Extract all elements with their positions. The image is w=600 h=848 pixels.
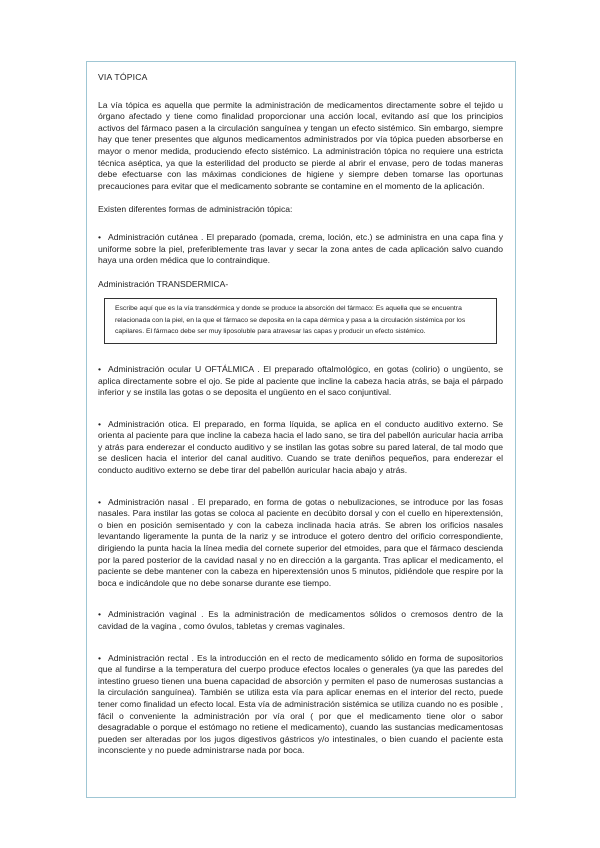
bullet-dot: • [98,363,102,374]
bullet-dot: • [98,609,102,620]
transdermica-definition-box [104,298,497,344]
forms-intro: Existen diferentes formas de administración tópica: [98,204,293,215]
otica-text: El preparado, en forma líquida, se aplica en el conducto auditivo externo. Se orienta al paciente para que incline la cabeza hacia el lado sano, se tira del pabellón auricular hacia arriba y atrás para enderezar el conducto auditivo y se instilan las gotas sobre su pared lateral, de tal modo que se deslicen hacia el interior del canal auditivo. Cuando se trate deniños pequeños, para enderezar el conducto auditivo externo se debe tirar del pabellón auricular hacia abajo y atrás. [98,418,503,476]
bullet-dot: • [98,231,102,242]
cutanea-text: El preparado (pomada, crema, loción, etc.) se administra en una capa fina y uniforme sobre la piel, preferiblemente tras lavar y secar la zona antes de cada aplicación salvo cuando haya una orden médica que lo contraindique. [98,231,503,266]
rectal-label: Administración rectal . [108,652,194,663]
vaginal-label: Administración vaginal . [108,609,204,620]
cutanea-label: Administración cutánea . [108,231,204,242]
otica-label: Administración otica. [108,418,189,429]
bullet-dot: • [98,496,102,507]
transdermica-heading: Administración TRANSDERMICA- [98,278,229,289]
vaginal-text: Es la administración de medicamentos sólidos o cremosos dentro de la cavidad de la vagina , como óvulos, tabletas y cremas vaginales. [98,609,503,632]
bullet-dot: • [98,418,102,429]
ocular-label: Administración ocular U OFTÁLMICA . [108,363,260,374]
nasal-label: Administración nasal . [108,496,195,507]
document-body [98,72,503,757]
section-ocular [98,364,503,399]
section-cutanea [98,232,503,267]
nasal-text: El preparado, en forma de gotas o nebulizaciones, se introduce por las fosas nasales. Para instilar las gotas se coloca al paciente en decúbito dorsal y con el cuello en hiperextensión, o bien en posición semisentado y con la cabeza inclinada hacia atrás. Se abren los orificios nasales levantando ligeramente la punta de la nariz y se introduce el gotero dentro del orificio correspondiente, dirigiendo la punta hacia la línea media del cornete superior del etmoides, para que el fármaco descienda por la pared posterior de la cavidad nasal y no en dirección a la garganta. Tras aplicar el medicamento, el paciente se debe mantener con la cabeza en hiperextensión unos 5 minutos, pidiéndole que respire por la boca e indicándole que no debe sonarse durante ese tiempo. [98,496,503,588]
rectal-text: Es la introducción en el recto de medicamento sólido en forma de supositorios que al fundirse a la temperatura del cuerpo produce efectos locales o generales (ya que las paredes del intestino grueso tienen una buena capacidad de absorción y permiten el paso de numerosas sustancias a la circulación sanguínea). También se utiliza esta vía para aplicar enemas en el interior del recto, puede tener como finalidad un efecto local. Esta vía de administración sistémica se utiliza cuando no es posible , fácil o conveniente la administración por vía oral ( por que el medicamento tiene olor o sabor desagradable o porque el estómago no retiene el medicamento), cuando las sustancias medicamentosas pueden ser alteradas por los jugos digestivos gástricos y/o intestinales, o bien cuando el paciente esta inconsciente y no puede administrarse nada por boca. [98,652,503,756]
section-nasal [98,497,503,590]
intro-paragraph: La vía tópica es aquella que permite la administración de medicamentos directamente sobre el tejido u órgano afectado y tiene como finalidad proporcionar una acción local, evitando así que los principios activos del fármaco pasen a la circulación sanguínea y tengan un efecto sistémico. Sin embargo, siempre hay que tener presentes que algunos medicamentos administrados por vía tópica pueden absorberse en mayor o menor medida, produciendo efecto sistémico. La administración tópica no requiere una estricta técnica aséptica, ya que la esterilidad del producto se pierde al abrir el envase, pero de todas maneras debe efectuarse con las máximas condiciones de higiene y siempre deben tomarse las oportunas precauciones para evitar que el medicamento sobrante se contamine en el momento de la aplicación. [98,99,503,191]
section-otica [98,419,503,477]
ocular-text: El preparado oftalmológico, en gotas (colirio) o ungüento, se aplica directamente sobre el ojo. Se pide al paciente que incline la cabeza hacia atrás, se baja el párpado inferior y se instila las gotas o se deposita el ungüento en el saco conjuntival. [98,363,503,398]
transdermica-definition-text: Escribe aquí que es la vía transdérmica y donde se produce la absorción del fármaco: Es aquella que se encuentra relacionada con la piel, en la que el fármaco se deposita en la capa dérmica y pasa a la circulación sistémica por los capilares. El fármaco debe ser muy liposoluble para atravesar las capas y producir un efecto sistémico. [115,305,466,335]
section-rectal [98,653,503,757]
bullet-dot: • [98,652,102,663]
document-title: VIA TÓPICA [98,72,148,82]
section-vaginal [98,609,503,632]
